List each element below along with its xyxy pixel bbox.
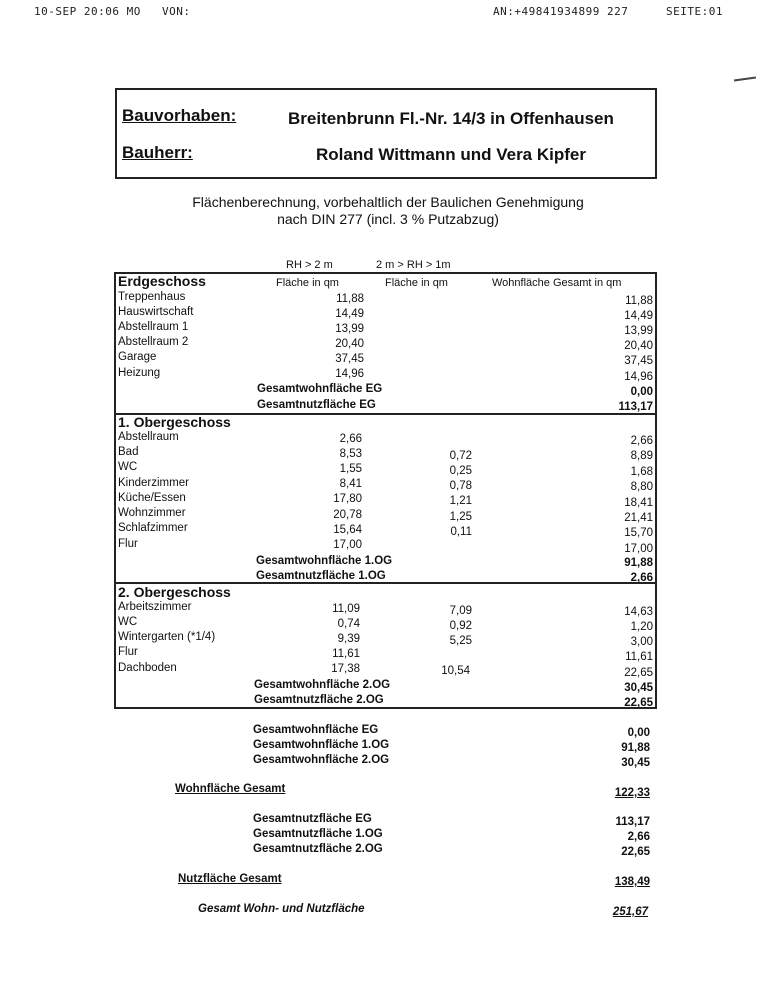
scan-mark bbox=[734, 76, 756, 81]
room-area-total: 1,20 bbox=[630, 621, 653, 633]
wohnflaeche-gesamt-value: 122,33 bbox=[614, 787, 650, 799]
summary-wohn-label: Gesamtwohnfläche EG bbox=[253, 724, 379, 736]
intro-line-2: nach DIN 277 (incl. 3 % Putzabzug) bbox=[277, 211, 499, 227]
room-name: Garage bbox=[118, 351, 157, 363]
room-area-rh1: 13,99 bbox=[335, 323, 364, 335]
section-title-obergeschoss-1: 1. Obergeschoss bbox=[118, 414, 231, 430]
room-area-total: 11,88 bbox=[625, 295, 653, 307]
sum-wohnflaeche-value: 91,88 bbox=[624, 557, 653, 569]
nutzflaeche-gesamt-label: Nutzfläche Gesamt bbox=[178, 873, 282, 885]
fax-page-number: SEITE:01 bbox=[666, 5, 723, 18]
bauherr-label: Bauherr: bbox=[122, 143, 193, 162]
room-name: Wohnzimmer bbox=[118, 507, 186, 519]
column-header-gesamt: Wohnfläche Gesamt in qm bbox=[492, 277, 622, 289]
column-header-flaeche-2: Fläche in qm bbox=[385, 277, 448, 289]
sum-nutzflaeche-label: Gesamtnutzfläche EG bbox=[257, 399, 376, 411]
summary-nutz-value: 22,65 bbox=[621, 846, 650, 858]
room-area-rh2: 1,25 bbox=[449, 511, 472, 523]
room-name: Kinderzimmer bbox=[118, 477, 189, 489]
room-name: Küche/Essen bbox=[118, 492, 186, 504]
room-area-total: 20,40 bbox=[624, 340, 653, 352]
summary-wohn-value: 0,00 bbox=[627, 727, 650, 739]
sum-wohnflaeche-value: 0,00 bbox=[630, 386, 653, 398]
room-area-rh1: 20,40 bbox=[335, 338, 364, 350]
room-name: WC bbox=[118, 616, 138, 628]
room-area-total: 15,70 bbox=[624, 527, 653, 539]
room-area-total: 14,63 bbox=[624, 606, 653, 618]
room-area-rh1: 11,09 bbox=[332, 603, 360, 615]
room-name: Flur bbox=[118, 646, 138, 658]
room-area-total: 13,99 bbox=[624, 325, 653, 337]
room-area-total: 1,68 bbox=[630, 466, 653, 478]
room-area-rh1: 1,55 bbox=[339, 463, 362, 475]
room-area-rh1: 17,00 bbox=[333, 539, 362, 551]
fax-recipient: AN:+49841934899 227 bbox=[493, 5, 629, 18]
sum-wohnflaeche-label: Gesamtwohnfläche EG bbox=[257, 383, 383, 395]
column-header-rh1: RH > 2 m bbox=[286, 259, 333, 271]
room-area-total: 3,00 bbox=[630, 636, 653, 648]
summary-wohn-value: 91,88 bbox=[621, 742, 650, 754]
room-name: WC bbox=[118, 461, 138, 473]
room-area-rh2: 1,21 bbox=[449, 495, 472, 507]
intro-line-1: Flächenberechnung, vorbehaltlich der Baulichen Genehmigung bbox=[192, 194, 584, 210]
sum-nutzflaeche-label: Gesamtnutzfläche 1.OG bbox=[256, 570, 386, 582]
room-area-total: 8,89 bbox=[630, 450, 653, 462]
section-title-erdgeschoss: Erdgeschoss bbox=[118, 273, 206, 289]
summary-wohn-value: 30,45 bbox=[621, 757, 650, 769]
room-area-total: 14,96 bbox=[624, 371, 653, 383]
room-name: Abstellraum 1 bbox=[118, 321, 189, 333]
room-area-total: 18,41 bbox=[624, 497, 653, 509]
room-name: Flur bbox=[118, 538, 138, 550]
summary-wohn-label: Gesamtwohnfläche 1.OG bbox=[253, 739, 390, 751]
room-area-rh1: 37,45 bbox=[335, 353, 364, 365]
room-area-rh1: 20,78 bbox=[333, 509, 362, 521]
bauherr-value: Roland Wittmann und Vera Kipfer bbox=[316, 145, 586, 164]
room-area-rh2: 10,54 bbox=[441, 665, 470, 677]
room-area-total: 8,80 bbox=[630, 481, 653, 493]
room-name: Treppenhaus bbox=[118, 291, 186, 303]
summary-nutz-value: 2,66 bbox=[627, 831, 650, 843]
room-area-rh1: 0,74 bbox=[337, 618, 360, 630]
room-area-total: 22,65 bbox=[624, 667, 653, 679]
room-area-rh1: 9,39 bbox=[337, 633, 360, 645]
sum-nutzflaeche-label: Gesamtnutzfläche 2.OG bbox=[254, 694, 384, 706]
room-area-total: 11,61 bbox=[625, 651, 653, 663]
grand-total-value: 251,67 bbox=[612, 906, 648, 918]
room-name: Schlafzimmer bbox=[118, 522, 188, 534]
room-area-rh1: 17,80 bbox=[333, 493, 362, 505]
column-header-flaeche-1: Fläche in qm bbox=[276, 277, 339, 289]
room-area-rh2: 0,25 bbox=[449, 465, 472, 477]
room-name: Hauswirtschaft bbox=[118, 306, 194, 318]
nutzflaeche-gesamt-value: 138,49 bbox=[614, 876, 650, 888]
fax-from-label: VON: bbox=[162, 5, 191, 18]
room-area-total: 2,66 bbox=[630, 435, 653, 447]
room-area-rh1: 14,49 bbox=[335, 308, 364, 320]
section-title-obergeschoss-2: 2. Obergeschoss bbox=[118, 584, 231, 600]
room-area-rh1: 11,88 bbox=[336, 293, 364, 305]
sum-wohnflaeche-value: 30,45 bbox=[624, 682, 653, 694]
grand-total-label: Gesamt Wohn- und Nutzfläche bbox=[198, 903, 365, 915]
sum-nutzflaeche-value: 22,65 bbox=[624, 697, 653, 709]
room-area-rh2: 0,78 bbox=[449, 480, 472, 492]
project-header-box bbox=[115, 88, 657, 179]
room-area-rh1: 8,53 bbox=[339, 448, 362, 460]
room-name: Abstellraum bbox=[118, 431, 179, 443]
column-header-rh2: 2 m > RH > 1m bbox=[376, 259, 451, 271]
room-area-total: 17,00 bbox=[624, 543, 653, 555]
summary-nutz-value: 113,17 bbox=[615, 816, 650, 828]
room-name: Bad bbox=[118, 446, 139, 458]
room-area-rh2: 5,25 bbox=[449, 635, 472, 647]
room-area-rh1: 8,41 bbox=[339, 478, 362, 490]
room-area-rh1: 11,61 bbox=[332, 648, 360, 660]
bauvorhaben-value: Breitenbrunn Fl.-Nr. 14/3 in Offenhausen bbox=[288, 109, 614, 128]
room-area-rh1: 17,38 bbox=[331, 663, 360, 675]
room-area-rh2: 0,92 bbox=[449, 620, 472, 632]
room-name: Heizung bbox=[118, 367, 161, 379]
sum-nutzflaeche-value: 113,17 bbox=[618, 401, 653, 413]
bauvorhaben-label: Bauvorhaben: bbox=[122, 106, 237, 125]
room-area-rh2: 0,72 bbox=[449, 450, 472, 462]
room-name: Dachboden bbox=[118, 662, 177, 674]
wohnflaeche-gesamt-label: Wohnfläche Gesamt bbox=[175, 783, 286, 795]
room-area-rh1: 2,66 bbox=[339, 433, 362, 445]
summary-nutz-label: Gesamtnutzfläche 1.OG bbox=[253, 828, 383, 840]
room-name: Arbeitszimmer bbox=[118, 601, 192, 613]
room-area-total: 37,45 bbox=[624, 355, 653, 367]
room-area-total: 21,41 bbox=[624, 512, 653, 524]
fax-datetime: 10-SEP 20:06 MO bbox=[34, 5, 141, 18]
room-area-rh1: 14,96 bbox=[335, 368, 364, 380]
sum-nutzflaeche-value: 2,66 bbox=[630, 572, 653, 584]
room-name: Wintergarten (*1/4) bbox=[118, 631, 216, 643]
room-name: Abstellraum 2 bbox=[118, 336, 189, 348]
room-area-rh2: 0,11 bbox=[450, 526, 472, 538]
sum-wohnflaeche-label: Gesamtwohnfläche 2.OG bbox=[254, 679, 391, 691]
sum-wohnflaeche-label: Gesamtwohnfläche 1.OG bbox=[256, 555, 393, 567]
room-area-rh2: 7,09 bbox=[449, 605, 472, 617]
summary-nutz-label: Gesamtnutzfläche EG bbox=[253, 813, 372, 825]
summary-nutz-label: Gesamtnutzfläche 2.OG bbox=[253, 843, 383, 855]
summary-wohn-label: Gesamtwohnfläche 2.OG bbox=[253, 754, 390, 766]
room-area-rh1: 15,64 bbox=[333, 524, 362, 536]
room-area-total: 14,49 bbox=[624, 310, 653, 322]
